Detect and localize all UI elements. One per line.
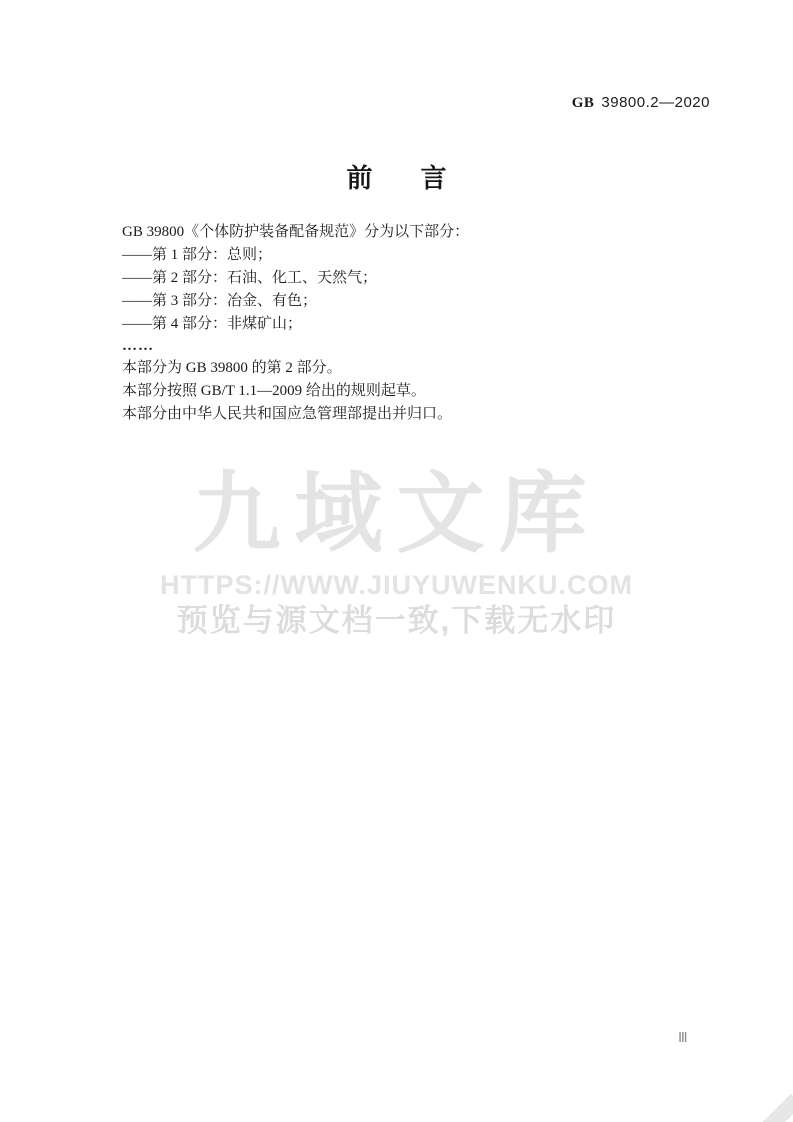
- corner-fold-band: [750, 1094, 793, 1122]
- foreword-part-item: ——第 4 部分：非煤矿山；: [122, 316, 303, 332]
- watermark-tagline-text: 预览与源文档一致,下载无水印: [176, 603, 617, 638]
- foreword-part-item: ——第 1 部分：总则；: [122, 247, 273, 263]
- foreword-part-item: ——第 2 部分：石油、化工、天然气；: [122, 270, 378, 286]
- foreword-paragraph: 本部分按照 GB/T 1.1—2009 给出的规则起草。: [122, 383, 426, 399]
- page-number: Ⅲ: [678, 1031, 689, 1046]
- standard-code-number: 39800.2—2020: [601, 94, 710, 111]
- watermark-url-text: HTTPS://WWW.JIUYUWENKU.COM: [160, 570, 633, 600]
- watermark-brand-text: 九域文库: [192, 464, 601, 563]
- foreword-ellipsis: ……: [122, 338, 154, 354]
- foreword-paragraph: 本部分由中华人民共和国应急管理部提出并归口。: [122, 406, 453, 422]
- foreword-intro: GB 39800《个体防护装备配备规范》分为以下部分：: [122, 224, 470, 240]
- foreword-part-item: ——第 3 部分：冶金、有色；: [122, 293, 318, 309]
- standard-code: [572, 94, 710, 112]
- page-title: [0, 158, 793, 195]
- foreword-paragraph: 本部分为 GB 39800 的第 2 部分。: [122, 360, 342, 376]
- watermark: [0, 466, 793, 639]
- page-title-char-first: 前: [346, 163, 373, 193]
- standard-code-prefix: GB: [571, 95, 595, 111]
- foreword-body: [122, 221, 713, 426]
- page-title-char-second: 言: [420, 163, 447, 193]
